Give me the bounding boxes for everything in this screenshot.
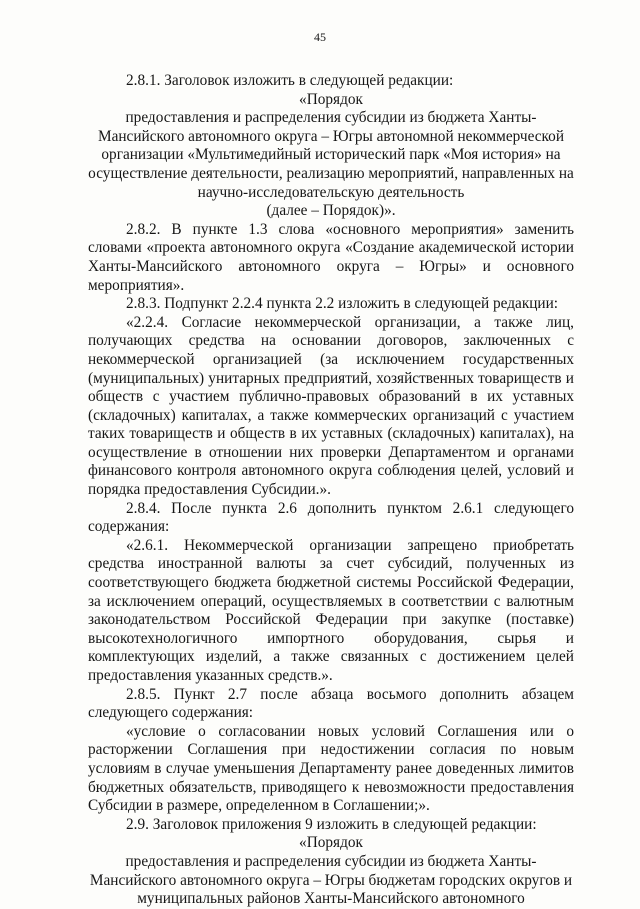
paragraph-2-8-2: 2.8.2. В пункте 1.3 слова «основного мероприятия» заменить словами «проекта автономного округа «Создание академической истории Ханты-Мансийского автономного округа – Югры» и основного мероприятия».	[88, 220, 574, 294]
title-poryadok: «Порядок	[299, 90, 363, 108]
document-body	[88, 72, 574, 909]
paragraph-2-6-1: «2.6.1. Некоммерческой организации запрещено приобретать средства иностранной валюты за счет субсидий, полученных из соответствующего бюджета бюджетной системы Российской Федерации, за исключением операций, осуществляемых в соответствии с валютным законодательством Российской Федерации при закупке (поставке) высокотехнологичного импортного оборудования, сырья и комплектующих изделий, а также связанных с достижением целей предоставления указанных средств.».	[88, 536, 574, 684]
paragraph-2-8-5: 2.8.5. Пункт 2.7 после абзаца восьмого дополнить абзацем следующего содержания:	[88, 685, 574, 722]
paragraph-2-8-1: 2.8.1. Заголовок изложить в следующей редакции:	[126, 72, 454, 89]
paragraph-2-8-3: 2.8.3. Подпункт 2.2.4 пункта 2.2 изложить в следующей редакции:	[126, 295, 559, 313]
paragraph-2-9: 2.9. Заголовок приложения 9 изложить в следующей редакции:	[126, 815, 537, 833]
title-poryadok-body: предоставления и распределения субсидии из бюджета Ханты-Мансийского автономного округа – Югры автономной некоммерческой организации «Мультимедийный исторический парк «Моя история» на осуществление деятельности, реализацию мероприятий, направленных на научно-исследовательскую деятельность	[88, 109, 574, 201]
paragraph-2-2-4: «2.2.4. Согласие некоммерческой организации, а также лиц, получающих средства на основании договоров, заключенных с некоммерческой организацией (за исключением государственных (муниципальных) унитарных предприятий, хозяйственных товариществ и обществ с участием публично-правовых образований в их уставных (складочных) капиталах, а также коммерческих организаций с участием таких товариществ и обществ в их уставных (складочных) капиталах), на осуществление в отношении них проверки Департаментом и органами финансового контроля автономного округа соблюдения целей, условий и порядка предоставления Субсидии.».	[88, 313, 574, 499]
paragraph-2-8-4: 2.8.4. После пункта 2.6 дополнить пунктом 2.6.1 следующего содержания:	[88, 499, 574, 536]
title-appendix-9: «Порядок	[299, 834, 363, 852]
page-number: 45	[314, 30, 326, 44]
title-appendix-9-body: предоставления и распределения субсидии из бюджета Ханты-Мансийского автономного округа – Югры бюджетам городских округов и муниципальных районов Ханты-Мансийского автономного	[89, 852, 573, 908]
paragraph-condition: «условие о согласовании новых условий Соглашения или о расторжении Соглашения при недостижении согласия по новым условиям в случае уменьшения Департаменту ранее доведенных лимитов бюджетных обязательств, приводящего к невозможности предоставления Субсидии в размере, определенном в Соглашении;».	[88, 722, 574, 815]
title-poryadok-short: (далее – Порядок)».	[266, 202, 396, 220]
